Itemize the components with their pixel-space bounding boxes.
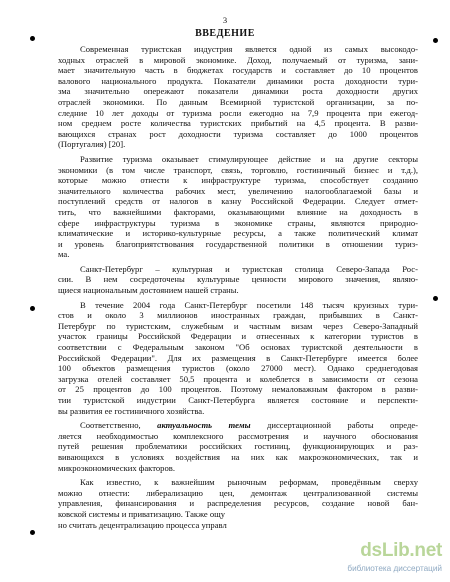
text-line: экономики (в том числе транспорт, связь, торговлю, гостиничный бизнес и т.д.),: [58, 164, 418, 175]
text-line: следние 10 лет доходы от туризма росли ежегодно на 7,9 процента при ежегод-: [58, 107, 418, 118]
text-line: вающихся странах рост доходности туризма составляет до 1000 процентов: [58, 128, 418, 139]
text-line: и уровень благоприятствования государственной политики в отношении туриз-: [58, 238, 418, 249]
text-line: тии туристской индустрии Санкт-Петербурга является состояние и перспекти-: [58, 395, 418, 405]
text-line: вивающихся в условиях воздействия на них как макроэкономических, так и: [58, 451, 418, 462]
punch-hole-mark: [30, 306, 35, 311]
text-line: Современная туристская индустрия является одной из самых высокодо-: [80, 44, 418, 54]
text-line: Санкт-Петербург – культурная и туристская столица Северо-Запада Рос-: [80, 263, 418, 274]
text-line: мает значительную часть в бюджетах государств и составляет до 10 процентов: [58, 65, 418, 76]
text-line: вы развития ее гостиничного хозяйства.: [58, 405, 205, 416]
text-line: Петербург по туристским, служебным и частным визам через Северо-Западный: [58, 320, 418, 331]
punch-hole-mark: [433, 38, 438, 43]
paragraph-4: [58, 300, 418, 417]
text-line: соответствии с Федеральным законом "Об основах туристской деятельности в: [58, 342, 418, 353]
emphasis-term: актуальность темы: [157, 420, 251, 431]
text-line: Развитие туризма оказывает стимулирующее действие и на другие секторы: [80, 153, 418, 164]
text-line: ходных отраслей в мировой экономике. Доход, получаемый от туризма, зани-: [58, 54, 418, 65]
text-line: микроэкономических факторов.: [58, 462, 175, 473]
text-line: сии. В нем сосредоточены культурные ценности мирового значения, являю-: [58, 274, 418, 285]
text-line: тить, что важнейшими факторами, оказывающими влияние на доходность в: [58, 206, 418, 217]
text-line: можно отнести: либерализацию цен, демонтаж централизованной системы: [58, 487, 418, 498]
punch-hole-mark: [30, 530, 35, 535]
paragraph-3: [58, 264, 418, 296]
text-line: В течение 2004 года Санкт-Петербург посетили 148 тысяч круизных тури-: [80, 299, 418, 310]
text-line: поступлений средств от налогов в казну Российской Федерации. Следует отмет-: [58, 196, 418, 207]
text-line: Российской Федерации". Для их размещения в Санкт-Петербурге имеется более: [58, 352, 418, 363]
paragraph-2: [58, 154, 418, 260]
watermark-subtitle: библиотека диссертаций: [347, 564, 442, 573]
body-text: [58, 44, 418, 534]
text-line: ковской системы и приватизацию. Также ощу: [58, 508, 226, 519]
text-line: Как известно, к важнейшим рыночным реформам, проведённым сверху: [80, 477, 418, 488]
text-line: стов и около 3 миллионов иностранных граждан, прибывших в Санкт-: [58, 310, 418, 321]
punch-hole-mark: [30, 36, 35, 41]
text-line: управления, финансирования и распределения ресурсов, создание новой бан-: [58, 498, 418, 509]
paragraph-5: [58, 420, 418, 473]
text-line: сфере инфраструктуры туризма в экономике страны, являются природно-: [58, 217, 418, 228]
text-line: отраслей экономики. По данным Всемирной туристской организации, за по-: [58, 96, 418, 107]
text-line: значительного количества рабочих мест, увеличению налогооблагаемой базы и: [58, 185, 418, 196]
text-line: зма значительно опережают показатели динамики роста доходности других: [58, 86, 418, 97]
paragraph-1: [58, 44, 418, 150]
punch-hole-mark: [433, 296, 438, 301]
text-line: валового национального продукта. Показатели динамики роста доходности тури-: [58, 75, 418, 86]
emphasis-lead: Соответственно,: [80, 420, 158, 431]
text-line: загрузка отелей составляет 50,5 процента и колеблется в зависимости от сезона: [58, 373, 418, 384]
page-number: 3: [222, 15, 228, 25]
text-line: которые можно отнести к инфраструктуре туризма, способствует созданию: [58, 175, 418, 186]
section-heading: ВВЕДЕНИЕ: [195, 28, 255, 39]
emphasis-rest: диссертационной работы опреде-: [250, 420, 418, 431]
text-line: климатические и историко-культурные ресурсы, а также политический климат: [58, 228, 418, 239]
watermark-logo: dsLib.net: [360, 540, 442, 561]
text-line-with-emphasis: [58, 420, 418, 431]
text-line: путей решения проблематики российских гостиниц, функционирующих и раз-: [58, 441, 418, 452]
text-line: от 25 процентов до 100 процентов. Поэтому немаловажным фактором в разви-: [58, 384, 418, 395]
text-line: но считать децентрализацию процесса управл: [58, 519, 227, 530]
text-line: участок границы Российской Федерации и отнесенных к категории туристов в: [58, 331, 418, 342]
text-line: 100 объектов размещения туристов (около 27000 мест). Однако среднегодовая: [58, 363, 418, 374]
watermark: [336, 540, 442, 576]
text-line: ляется необходимостью комплексного рассмотрения и научного обоснования: [58, 430, 418, 441]
text-line: (Португалия) [20].: [58, 139, 126, 150]
text-line: щиеся национальным достоянием нашей страны.: [58, 285, 239, 296]
text-line: ма.: [58, 249, 70, 260]
paragraph-6: [58, 477, 418, 530]
text-line: ном среднем росте количества туристских прибытий на 4,5 процента. В разви-: [58, 118, 418, 129]
